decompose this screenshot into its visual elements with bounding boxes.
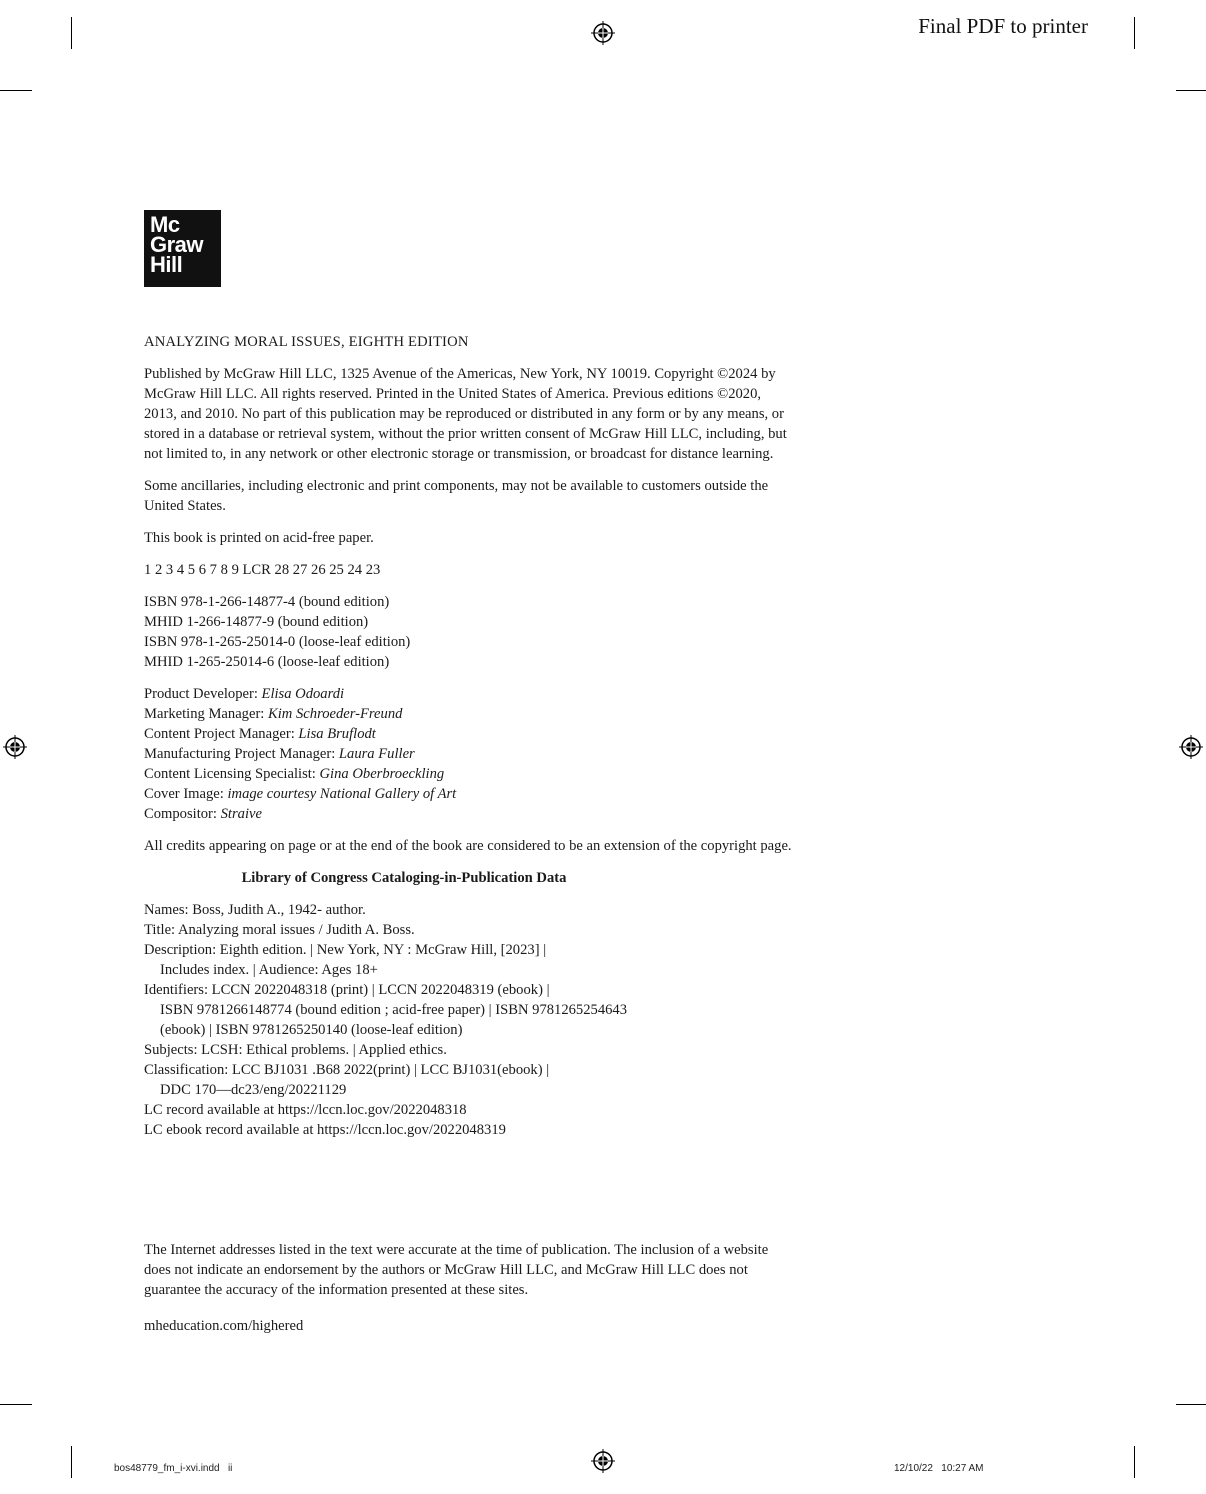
crop-mark-bottom-left-horizontal bbox=[0, 1404, 32, 1405]
text-line: not limited to, in any network or other electronic storage or transmission, or broadcast for distance learning. bbox=[144, 446, 774, 462]
text-line: stored in a database or retrieval system, without the prior written consent of McGraw Hill LLC, including, but bbox=[144, 426, 787, 442]
crop-mark-bottom-left-vertical bbox=[71, 1446, 72, 1478]
isbn-line: MHID 1-265-25014-6 (loose-leaf edition) bbox=[144, 654, 390, 670]
credit-name: image courtesy National Gallery of Art bbox=[227, 786, 457, 802]
logo-line: Hill bbox=[150, 252, 183, 277]
credit-line bbox=[144, 804, 874, 824]
logo-line: Graw bbox=[150, 232, 204, 257]
registration-mark-icon bbox=[591, 21, 615, 45]
lc-line: LC ebook record available at https://lccn.loc.gov/2022048319 bbox=[144, 1122, 506, 1138]
credit-name: Gina Oberbroeckling bbox=[319, 766, 445, 782]
internet-notice-block bbox=[144, 1240, 874, 1352]
copyright-page-body bbox=[144, 332, 874, 1152]
text-line: United States. bbox=[144, 498, 226, 514]
text-line: 2013, and 2010. No part of this publication may be reproduced or distributed in any form or by any means, or bbox=[144, 406, 784, 422]
credit-line bbox=[144, 744, 874, 764]
publisher-logo bbox=[144, 210, 221, 287]
lc-line: DDC 170—dc23/eng/20221129 bbox=[160, 1082, 347, 1098]
lc-line: (ebook) | ISBN 9781265250140 (loose-leaf edition) bbox=[160, 1022, 463, 1038]
text-line: McGraw Hill LLC. All rights reserved. Printed in the United States of America. Previous editions ©2020, bbox=[144, 386, 762, 402]
book-title: ANALYZING MORAL ISSUES, EIGHTH EDITION bbox=[144, 334, 469, 350]
printing-line: 1 2 3 4 5 6 7 8 9 LCR 28 27 26 25 24 23 bbox=[144, 562, 381, 578]
lc-line: Description: Eighth edition. | New York, NY : McGraw Hill, [2023] | bbox=[144, 942, 547, 958]
credit-line bbox=[144, 724, 874, 744]
lc-line: Includes index. | Audience: Ages 18+ bbox=[160, 962, 378, 978]
lc-line: ISBN 9781266148774 (bound edition ; acid-free paper) | ISBN 9781265254643 bbox=[160, 1002, 628, 1018]
text-line: The Internet addresses listed in the text were accurate at the time of publication. The inclusion of a website bbox=[144, 1242, 769, 1258]
credit-role: Cover Image: bbox=[144, 786, 228, 802]
credit-role: Content Licensing Specialist: bbox=[144, 766, 320, 782]
credit-role: Compositor: bbox=[144, 806, 221, 822]
credit-role: Marketing Manager: bbox=[144, 706, 269, 722]
credit-role: Content Project Manager: bbox=[144, 726, 299, 742]
credit-role: Product Developer: bbox=[144, 686, 262, 702]
credit-name: Kim Schroeder-Freund bbox=[268, 706, 403, 722]
credit-name: Elisa Odoardi bbox=[261, 686, 345, 702]
logo-line: Mc bbox=[150, 212, 180, 237]
internet-notice bbox=[144, 1240, 874, 1300]
ancillaries-paragraph bbox=[144, 476, 874, 516]
credits-note: All credits appearing on page or at the end of the book are considered to be an extension of the copyright page. bbox=[144, 838, 792, 854]
text-line: guarantee the accuracy of the information presented at these sites. bbox=[144, 1282, 529, 1298]
credit-line bbox=[144, 784, 874, 804]
lc-line: Identifiers: LCCN 2022048318 (print) | LCCN 2022048319 (ebook) | bbox=[144, 982, 550, 998]
slug-filename: bos48779_fm_i-xvi.indd ii bbox=[114, 1463, 233, 1474]
credit-role: Manufacturing Project Manager: bbox=[144, 746, 339, 762]
credit-line bbox=[144, 704, 874, 724]
registration-mark-icon bbox=[3, 735, 27, 759]
lc-line: Subjects: LCSH: Ethical problems. | Applied ethics. bbox=[144, 1042, 447, 1058]
crop-mark-top-left-vertical bbox=[71, 17, 72, 49]
credit-name: Lisa Bruflodt bbox=[298, 726, 376, 742]
crop-mark-top-left-horizontal bbox=[0, 90, 32, 91]
publisher-paragraph bbox=[144, 364, 874, 464]
lc-line: Classification: LCC BJ1031 .B68 2022(print) | LCC BJ1031(ebook) | bbox=[144, 1062, 550, 1078]
lc-line: Title: Analyzing moral issues / Judith A. Boss. bbox=[144, 922, 415, 938]
credit-line bbox=[144, 764, 874, 784]
registration-mark-icon bbox=[591, 1449, 615, 1473]
text-line: does not indicate an endorsement by the authors or McGraw Hill LLC, and McGraw Hill LLC does not bbox=[144, 1262, 748, 1278]
credit-name: Straive bbox=[220, 806, 262, 822]
crop-mark-bottom-right-vertical bbox=[1134, 1446, 1135, 1478]
isbn-block bbox=[144, 592, 874, 672]
text-line: Some ancillaries, including electronic and print components, may not be available to customers outside the bbox=[144, 478, 769, 494]
isbn-line: ISBN 978-1-266-14877-4 (bound edition) bbox=[144, 594, 390, 610]
lc-data-block bbox=[144, 900, 874, 1140]
text-line: Published by McGraw Hill LLC, 1325 Avenue of the Americas, New York, NY 10019. Copyright ©2024 by bbox=[144, 366, 776, 382]
lc-line: LC record available at https://lccn.loc.gov/2022048318 bbox=[144, 1102, 467, 1118]
registration-mark-icon bbox=[1179, 735, 1203, 759]
slug-timestamp: 12/10/22 10:27 AM bbox=[894, 1463, 984, 1474]
paper-note: This book is printed on acid-free paper. bbox=[144, 530, 374, 546]
lc-line: Names: Boss, Judith A., 1942- author. bbox=[144, 902, 366, 918]
credit-name: Laura Fuller bbox=[338, 746, 415, 762]
credit-line bbox=[144, 684, 874, 704]
print-status-label: Final PDF to printer bbox=[918, 14, 1088, 38]
lc-heading: Library of Congress Cataloging-in-Publication Data bbox=[241, 870, 567, 886]
crop-mark-bottom-right-horizontal bbox=[1176, 1404, 1206, 1405]
credits-block bbox=[144, 684, 874, 824]
website-url: mheducation.com/highered bbox=[144, 1318, 304, 1334]
isbn-line: ISBN 978-1-265-25014-0 (loose-leaf edition) bbox=[144, 634, 411, 650]
crop-mark-top-right-vertical bbox=[1134, 17, 1135, 49]
isbn-line: MHID 1-266-14877-9 (bound edition) bbox=[144, 614, 369, 630]
crop-mark-top-right-horizontal bbox=[1176, 90, 1206, 91]
